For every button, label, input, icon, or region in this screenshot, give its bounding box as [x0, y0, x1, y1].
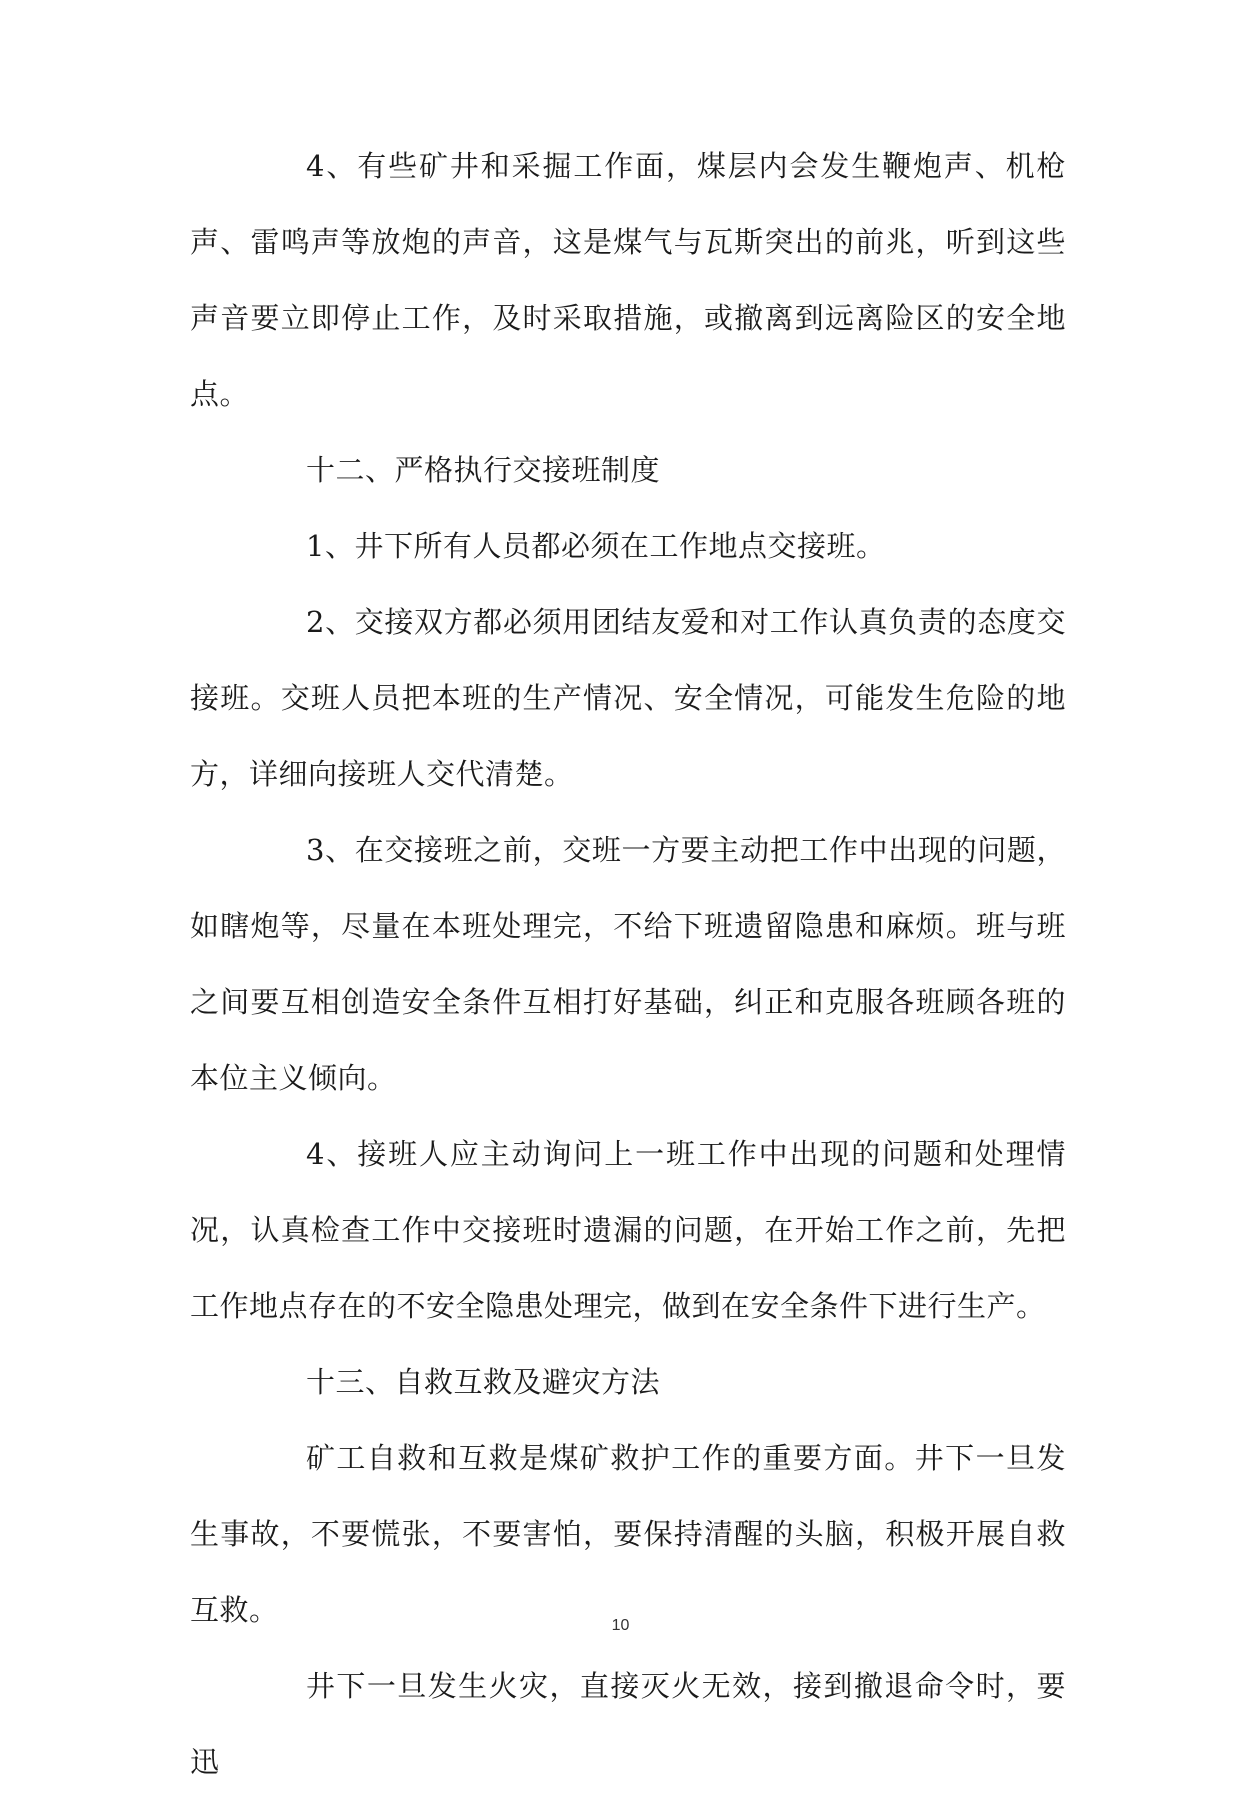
- paragraph-handover-location: 1、井下所有人员都必须在工作地点交接班。: [306, 529, 886, 563]
- paragraph-outburst-warning: 4、有些矿井和采掘工作面，煤层内会发生鞭炮声、机枪声、雷鸣声等放炮的声音，这是煤气与瓦斯突出的前兆，听到这些声音要立即停止工作，及时采取措施，或撤离到远离险区的安全地点。: [190, 149, 1066, 411]
- page-number: 10: [611, 1617, 630, 1634]
- document-body: [190, 128, 1066, 1800]
- paragraph-self-rescue-importance: 矿工自救和互救是煤矿救护工作的重要方面。井下一旦发生事故，不要慌张，不要害怕，要保持清醒的头脑，积极开展自救互救。: [190, 1441, 1066, 1627]
- paragraph-fire-evacuation: 井下一旦发生火灾，直接灭火无效，接到撤退命令时，要迅: [190, 1669, 1066, 1779]
- section-heading-shift-handover: 十二、严格执行交接班制度: [306, 453, 661, 487]
- paragraph-handover-attitude: 2、交接双方都必须用团结友爱和对工作认真负责的态度交接班。交班人员把本班的生产情况、安全情况，可能发生危险的地方，详细向接班人交代清楚。: [190, 605, 1066, 791]
- section-heading-self-rescue: 十三、自救互救及避灾方法: [306, 1365, 661, 1399]
- paragraph-receiving-shift: 4、接班人应主动询问上一班工作中出现的问题和处理情况，认真检查工作中交接班时遗漏的问题，在开始工作之前，先把工作地点存在的不安全隐患处理完，做到在安全条件下进行生产。: [190, 1137, 1066, 1323]
- paragraph-before-handover: 3、在交接班之前，交班一方要主动把工作中出现的问题，如瞎炮等，尽量在本班处理完，不给下班遗留隐患和麻烦。班与班之间要互相创造安全条件互相打好基础，纠正和克服各班顾各班的本位主义倾向。: [190, 833, 1066, 1095]
